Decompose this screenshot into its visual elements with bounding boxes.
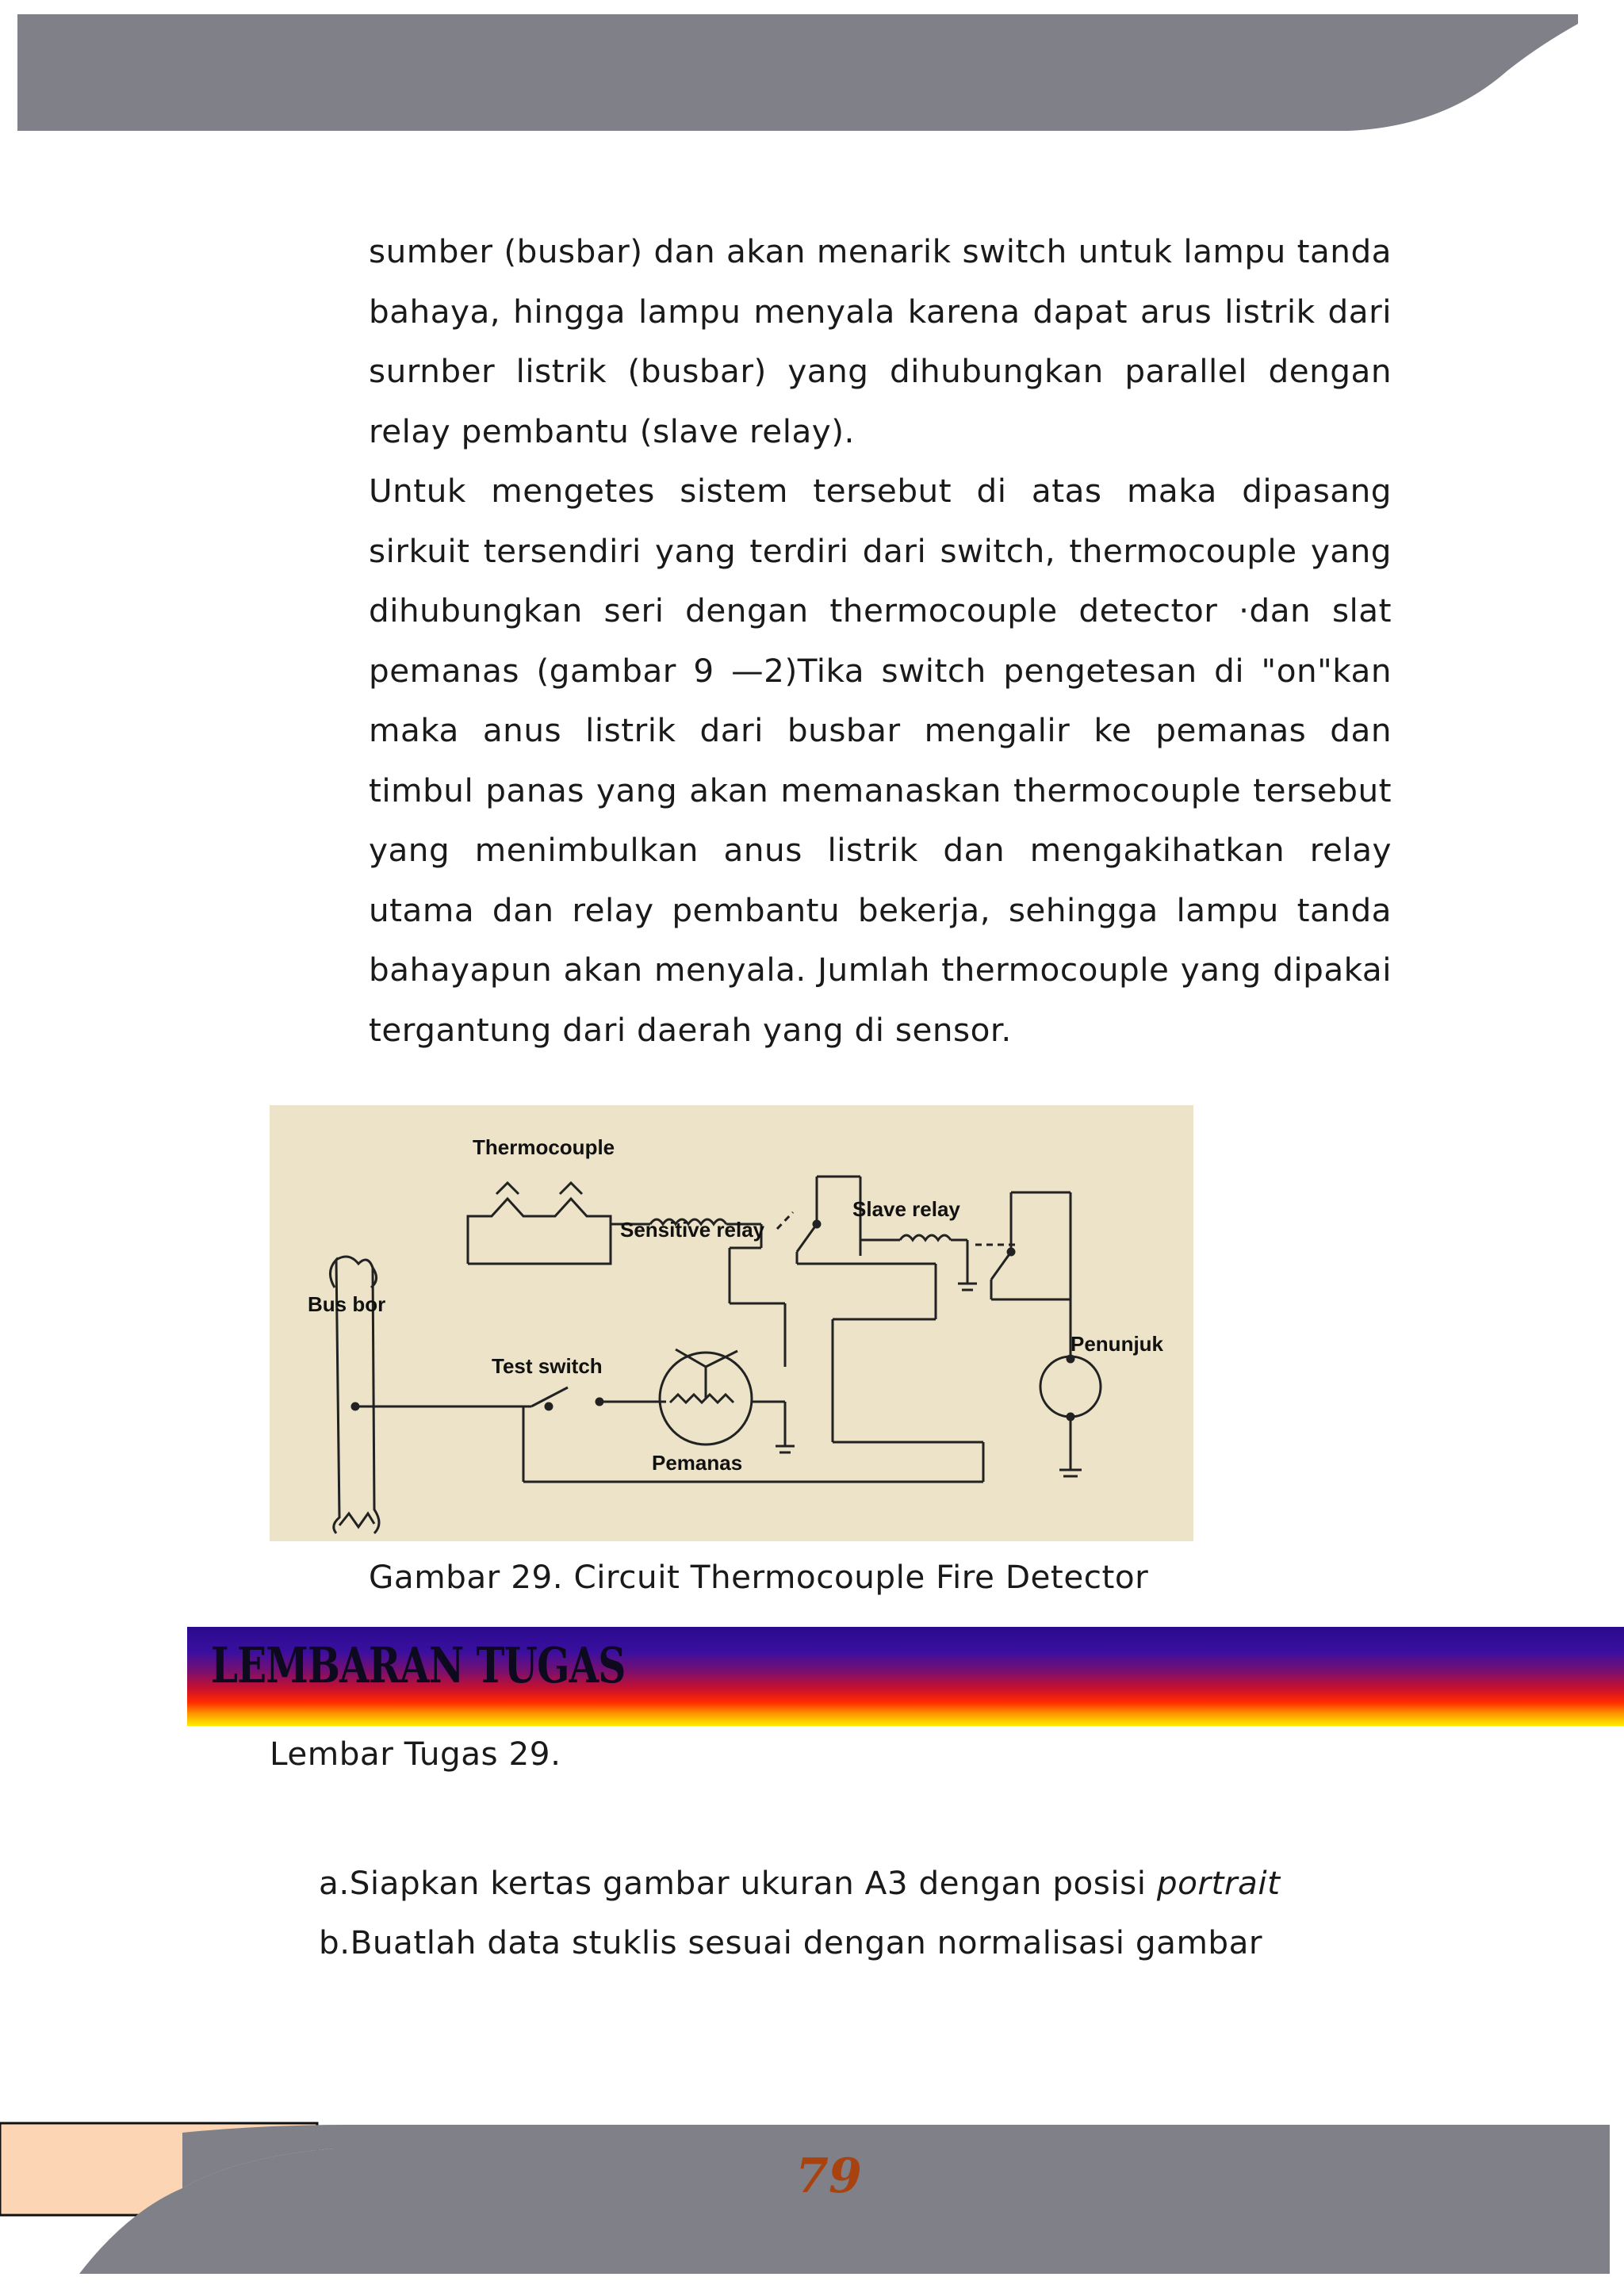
body-paragraph-1: sumber (busbar) dan akan menarik switch untuk lampu tanda bahaya, hingga lampu menyala karena dapat arus listrik dari surnber listrik (busbar) yang dihubungkan parallel dengan relay pembantu (slave relay). [369,232,1392,450]
task-item-a-text: a.Siapkan kertas gambar ukuran A3 dengan posisi [319,1864,1157,1902]
section-banner [187,1627,1624,1726]
body-text [369,222,1392,1060]
task-item-a [319,1854,1281,1913]
banner-title: LEMBARAN TUGAS [211,1636,626,1694]
page-number: 79 [795,2149,862,2204]
header-band [0,0,1624,143]
label-slave-relay: Slave relay [852,1197,960,1221]
circuit-figure [270,1105,1193,1541]
label-pemanas: Pemanas [652,1451,743,1475]
body-paragraph-2: Untuk mengetes sistem tersebut di atas maka dipasang sirkuit tersendiri yang terdiri dari switch, thermocouple yang dihubungkan seri dengan thermocouple detector ·dan slat pemanas (gambar 9 —2)Tika switch pengetesan di "on"kan maka anus listrik dari busbar mengalir ke pemanas dan timbul panas yang akan memanaskan thermocouple tersebut yang menimbulkan anus listrik dan mengakihatkan relay utama dan relay pembantu bekerja, sehingga lampu tanda bahayapun akan menyala. Jumlah thermocouple yang dipakai tergantung dari daerah yang di sensor. [369,472,1392,1049]
task-list [319,1854,1281,1973]
figure-caption: Gambar 29. Circuit Thermocouple Fire Detector [369,1558,1149,1596]
task-item-a-emphasis: portrait [1156,1864,1281,1902]
label-sensitive-relay: Sensitive relay [620,1218,765,1242]
task-heading: Lembar Tugas 29. [270,1735,561,1773]
label-bus-bor: Bus bor [308,1292,386,1316]
label-thermocouple: Thermocouple [473,1135,615,1159]
label-penunjuk: Penunjuk [1071,1332,1164,1356]
label-test-switch: Test switch [492,1354,603,1378]
task-item-b [319,1913,1281,1973]
task-item-b-text: b.Buatlah data stuklis sesuai dengan normalisasi gambar [319,1923,1263,1961]
